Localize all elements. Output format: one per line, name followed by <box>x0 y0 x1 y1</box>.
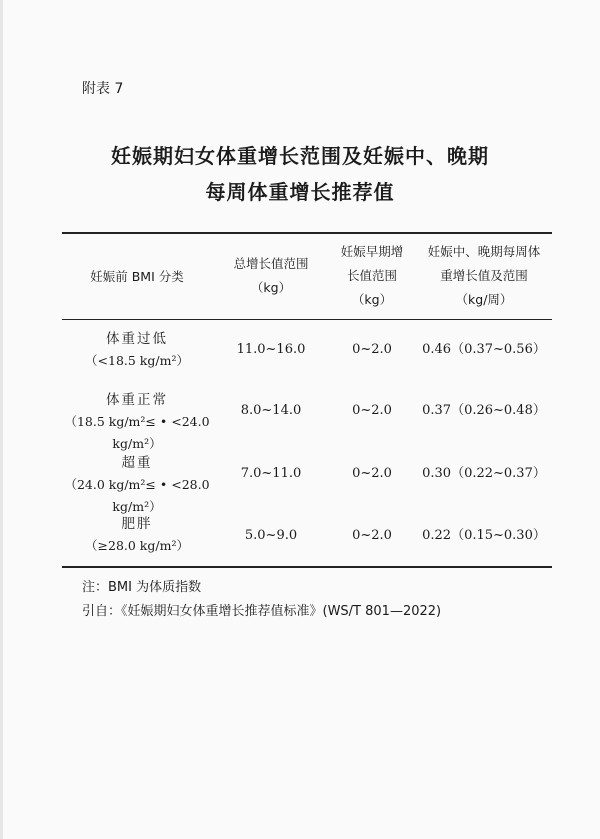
appendix-label: 附表 7 <box>82 81 124 97</box>
early-gain-value: 0~2.0 <box>352 342 392 357</box>
header-early-gain-line3: （kg） <box>351 292 393 307</box>
table-row <box>62 513 212 557</box>
early-gain-value: 0~2.0 <box>352 403 392 418</box>
header-total-gain-line2: （kg） <box>250 280 292 295</box>
weekly-gain-value: 0.46（0.37~0.56） <box>422 342 546 357</box>
table-row <box>62 328 212 372</box>
bmi-category-range: （≥28.0 kg/m²） <box>85 538 189 553</box>
header-early-gain <box>330 240 414 312</box>
bmi-category-name: 超重 <box>121 455 153 471</box>
total-gain-value: 8.0~14.0 <box>240 403 302 418</box>
header-early-gain-line1: 妊娠早期增 <box>340 244 404 259</box>
header-total-gain <box>212 252 330 300</box>
bmi-category-range: （18.5 kg/m²≤ • <24.0 kg/m²） <box>64 414 210 451</box>
weekly-gain-value: 0.30（0.22~0.37） <box>422 466 546 481</box>
table-header-rule <box>62 319 552 320</box>
table-row <box>62 389 212 455</box>
footnote-bmi: 注：BMI 为体质指数 <box>82 580 202 595</box>
title-line-2: 每周体重增长推荐值 <box>205 180 395 204</box>
header-weekly-gain-line2: 重增长值及范围 <box>440 268 528 283</box>
header-total-gain-line1: 总增长值范围 <box>233 256 309 271</box>
bmi-category-name: 肥胖 <box>121 516 153 532</box>
header-weekly-gain-line1: 妊娠中、晚期每周体 <box>427 244 541 259</box>
footnote-source: 引自：《妊娠期妇女体重增长推荐值标准》(WS/T 801—2022) <box>82 604 442 619</box>
total-gain-value: 7.0~11.0 <box>240 466 302 481</box>
table-bottom-rule <box>62 566 552 568</box>
total-gain-value: 11.0~16.0 <box>236 342 306 357</box>
bmi-category-name: 体重正常 <box>106 392 168 408</box>
weekly-gain-value: 0.37（0.26~0.48） <box>422 403 546 418</box>
header-bmi-category: 妊娠前 BMI 分类 <box>90 269 184 284</box>
bmi-category-range: （<18.5 kg/m²） <box>85 353 189 368</box>
table-row <box>62 452 212 518</box>
early-gain-value: 0~2.0 <box>352 466 392 481</box>
bmi-category-name: 体重过低 <box>106 331 168 347</box>
header-early-gain-line2: 长值范围 <box>346 268 397 283</box>
header-weekly-gain-line3: （kg/周） <box>455 292 513 307</box>
total-gain-value: 5.0~9.0 <box>244 528 298 543</box>
title-line-1: 妊娠期妇女体重增长范围及妊娠中、晚期 <box>111 144 489 168</box>
early-gain-value: 0~2.0 <box>352 528 392 543</box>
weekly-gain-value: 0.22（0.15~0.30） <box>422 528 546 543</box>
header-weekly-gain <box>414 240 554 312</box>
bmi-category-range: （24.0 kg/m²≤ • <28.0 kg/m²） <box>64 477 210 514</box>
table-top-rule <box>62 232 552 234</box>
